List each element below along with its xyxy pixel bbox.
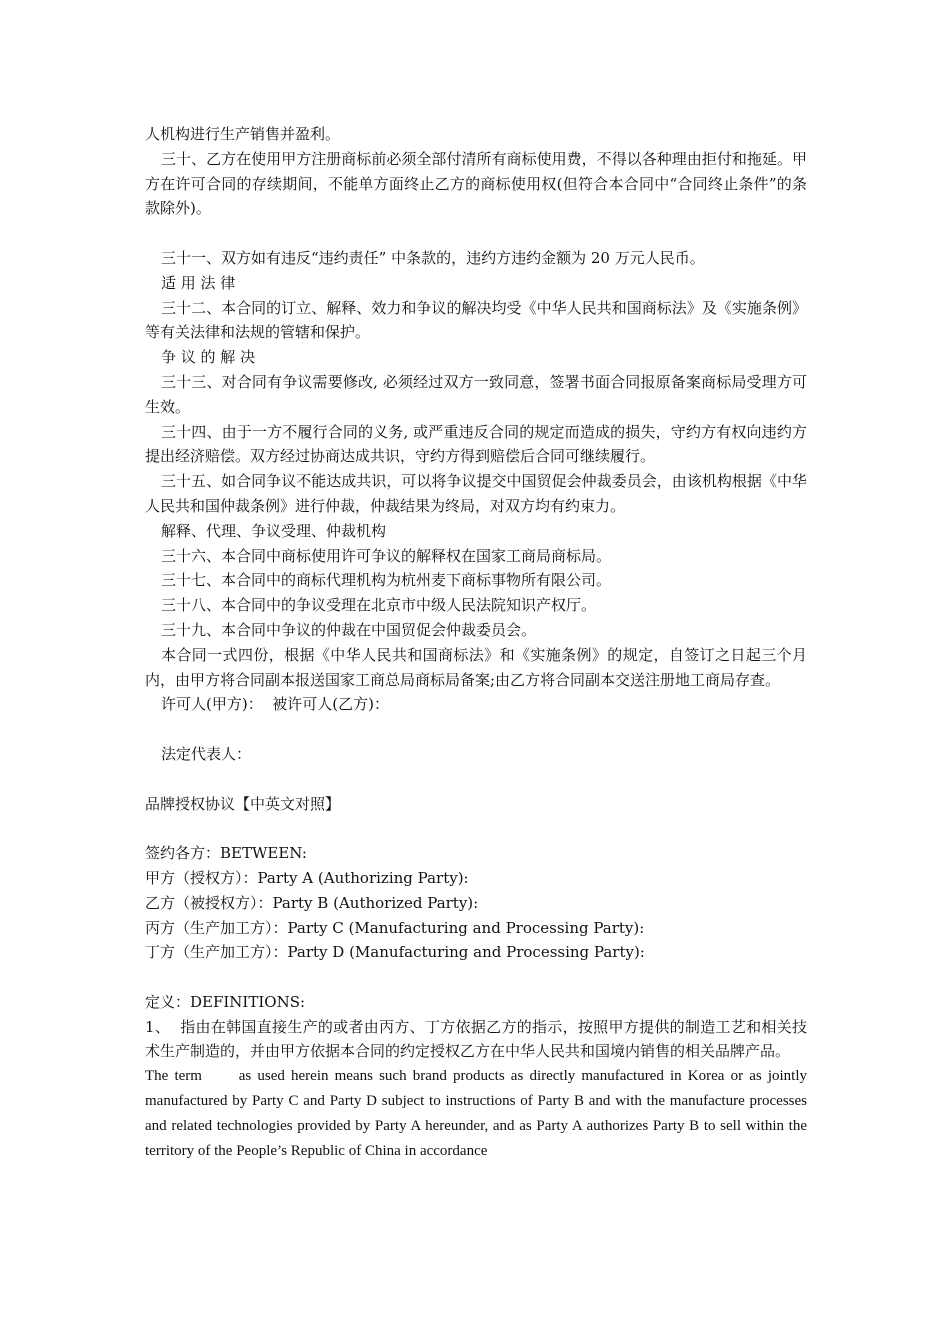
clause-31: 三十一、双方如有违反“违约责任” 中条款的，违约方违约金额为 20 万元人民币。 — [161, 248, 705, 267]
heading-applicable-law: 适 用 法 律 — [161, 273, 236, 292]
agreement-title: 品牌授权协议【中英文对照】 — [145, 794, 341, 813]
definition-1-english: The term as used herein means such brand products as directly manufactured in Korea or as jointly manufactured by Party C and Party D subject to instructions of Party B and with the manufacture processes and related technologies provided by Party A hereunder, and as Party A authorizes Party B to sell within the territory of the People’s Republic of China in accordance — [145, 1068, 811, 1159]
blank-line — [145, 717, 807, 742]
signature-parties: 许可人(甲方)： 被许可人(乙方)： — [161, 695, 389, 714]
blank-line — [145, 767, 807, 792]
definitions-heading: 定义：DEFINITIONS: — [145, 992, 306, 1011]
paragraph-continuation: 人机构进行生产销售并盈利。 — [145, 125, 341, 143]
party-d: 丁方（生产加工方）：Party D (Manufacturing and Processing Party): — [145, 943, 645, 962]
blank-line — [145, 221, 807, 246]
clause-32: 三十二、本合同的订立、解释、效力和争议的解决均受《中华人民共和国商标法》及《实施条例》等有关法律和法规的管辖和保护。 — [145, 298, 807, 342]
clause-39: 三十九、本合同中争议的仲裁在中国贸促会仲裁委员会。 — [161, 620, 537, 639]
clause-37: 三十七、本合同中的商标代理机构为杭州麦下商标事物所有限公司。 — [161, 571, 612, 590]
blank-line — [145, 816, 807, 841]
document-page — [145, 122, 811, 1163]
heading-dispute-resolution: 争 议 的 解 决 — [161, 348, 256, 367]
closing-paragraph: 本合同一式四份，根据《中华人民共和国商标法》和《实施条例》的规定，自签订之日起三个月内，由甲方将合同副本报送国家工商总局商标局备案;由乙方将合同副本交送注册地工商局存查。 — [145, 645, 807, 689]
parties-heading: 签约各方：BETWEEN: — [145, 844, 307, 863]
definition-1-chinese: 1、 指由在韩国直接生产的或者由丙方、丁方依据乙方的指示，按照甲方提供的制造工艺和相关技术生产制造的，并由甲方依据本合同的约定授权乙方在中华人民共和国境内销售的相关品牌产品。 — [145, 1017, 807, 1061]
legal-representative: 法定代表人： — [161, 744, 252, 763]
clause-33: 三十三、对合同有争议需要修改, 必须经过双方一致同意，签署书面合同报原备案商标局受理方可生效。 — [145, 372, 807, 416]
party-b: 乙方（被授权方）：Party B (Authorized Party): — [145, 893, 479, 912]
clause-35: 三十五、如合同争议不能达成共识，可以将争议提交中国贸促会仲裁委员会，由该机构根据《中华人民共和国仲裁条例》进行仲裁，仲裁结果为终局，对双方均有约束力。 — [145, 472, 807, 515]
clause-34: 三十四、由于一方不履行合同的义务, 或严重违反合同的规定而造成的损失，守约方有权向违约方提出经济赔偿。双方经过协商达成共识，守约方得到赔偿后合同可继续履行。 — [145, 422, 807, 466]
heading-agency: 解释、代理、争议受理、仲裁机构 — [161, 521, 387, 540]
clause-30: 三十、乙方在使用甲方注册商标前必须全部付清所有商标使用费，不得以各种理由拒付和拖延。甲方在许可合同的存续期间，不能单方面终止乙方的商标使用权(但符合本合同中“合同终止条件”的条款除外)。 — [145, 149, 807, 218]
party-c: 丙方（生产加工方）：Party C (Manufacturing and Processing Party): — [145, 918, 645, 937]
party-a: 甲方（授权方）：Party A (Authorizing Party): — [145, 868, 469, 887]
clause-38: 三十八、本合同中的争议受理在北京市中级人民法院知识产权厅。 — [161, 596, 597, 615]
clause-36: 三十六、本合同中商标使用许可争议的解释权在国家工商局商标局。 — [161, 546, 612, 565]
blank-line — [145, 965, 807, 990]
